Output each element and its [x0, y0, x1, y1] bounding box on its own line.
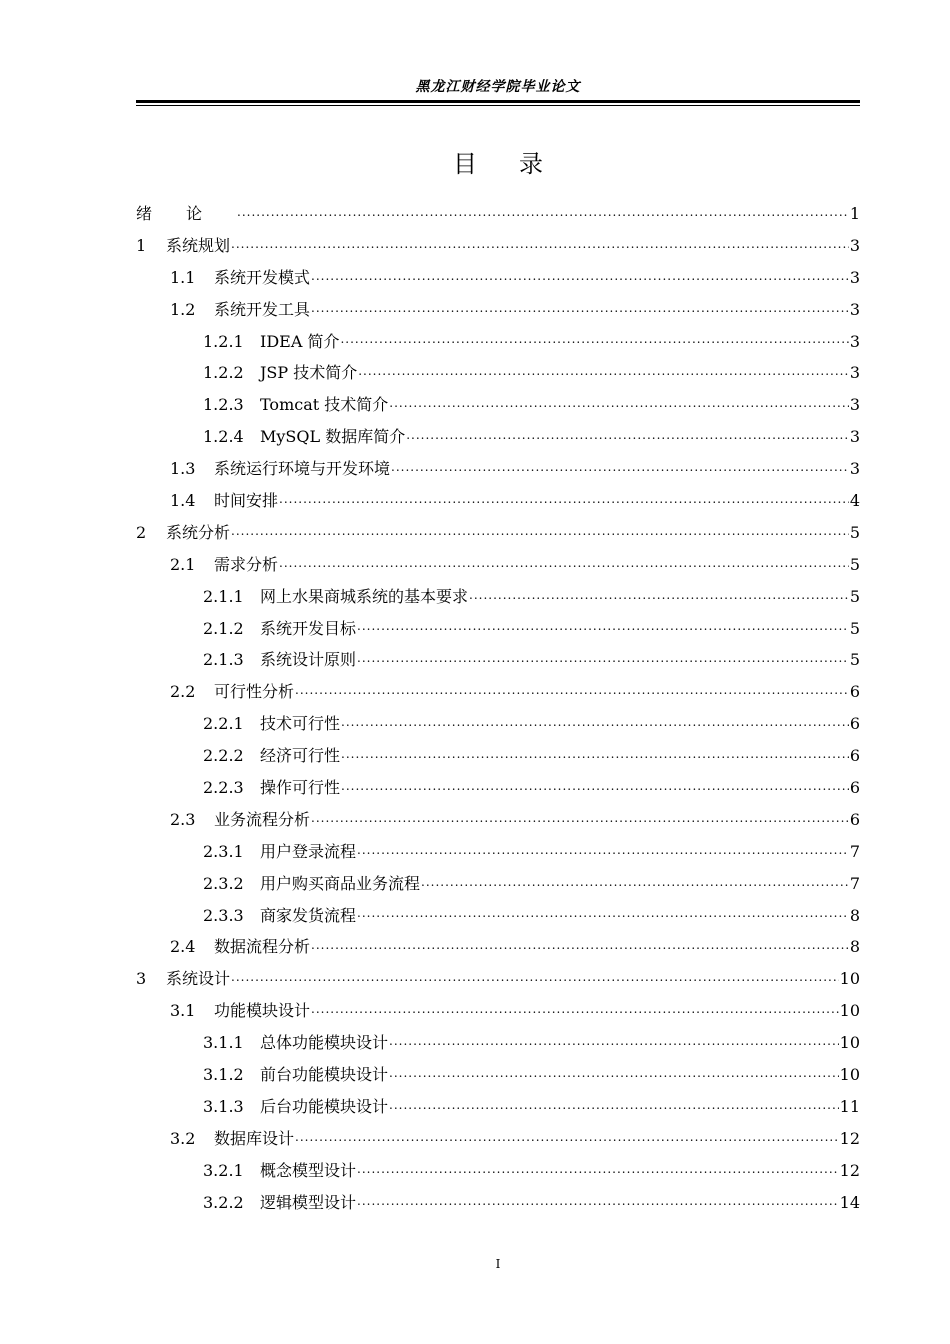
toc-entry[interactable] — [136, 740, 860, 772]
toc-entry-title: 用户登录流程 — [260, 841, 357, 861]
toc-entry[interactable] — [136, 931, 860, 963]
toc-entry[interactable] — [136, 613, 860, 645]
toc-entry-title: 系统运行环境与开发环境 — [214, 459, 391, 479]
toc-entry-page: 6 — [849, 714, 860, 734]
toc-entry-title: 前台功能模块设计 — [260, 1064, 389, 1084]
toc-dot-leader — [237, 203, 849, 221]
toc-entry-number: 2.3.1 — [203, 841, 244, 861]
toc-entry[interactable] — [136, 995, 860, 1027]
toc-entry-page: 11 — [839, 1096, 860, 1116]
toc-entry-number: 3.2 — [170, 1128, 196, 1148]
toc-entry-page: 6 — [849, 809, 860, 829]
toc-dot-leader — [389, 1064, 839, 1082]
toc-dot-leader — [391, 458, 849, 476]
toc-entry-title: 商家发货流程 — [260, 905, 357, 925]
toc-dot-leader — [311, 1000, 839, 1018]
toc-entry-title: 时间安排 — [214, 490, 279, 510]
toc-entry-page: 6 — [849, 682, 860, 702]
toc-entry[interactable] — [136, 1091, 860, 1123]
toc-entry-title: 系统开发目标 — [260, 618, 357, 638]
toc-entry-number: 2.2.3 — [203, 777, 244, 797]
toc-entry-page: 5 — [849, 522, 860, 542]
toc-entry[interactable] — [136, 963, 860, 995]
toc-entry-number: 3.2.1 — [203, 1160, 244, 1180]
toc-dot-leader — [357, 904, 849, 922]
header-rule-thin — [136, 105, 860, 106]
toc-entry-number: 2.2.2 — [203, 746, 244, 766]
toc-entry-page: 8 — [849, 937, 860, 957]
toc-entry-page: 3 — [849, 395, 860, 415]
toc-entry-number: 1.2.4 — [203, 427, 244, 447]
running-header-title: 黑龙江财经学院毕业论文 — [415, 79, 581, 95]
toc-entry[interactable] — [136, 198, 860, 230]
toc-entry[interactable] — [136, 453, 860, 485]
toc-entry-title: 功能模块设计 — [214, 1001, 311, 1021]
toc-entry-number: 2.1.3 — [203, 650, 244, 670]
toc-entry-number: 1.4 — [170, 490, 196, 510]
toc-entry-page: 12 — [839, 1128, 860, 1148]
toc-entry-number: 1.2 — [170, 299, 196, 319]
toc-entry-number: 2.3 — [170, 809, 196, 829]
toc-entry[interactable] — [136, 708, 860, 740]
toc-dot-leader — [279, 554, 849, 572]
toc-entry-number: 2.4 — [170, 937, 196, 957]
toc-entry-page: 3 — [849, 363, 860, 383]
toc-entry-title: 系统开发工具 — [214, 299, 311, 319]
toc-entry-number: 3.1 — [170, 1001, 196, 1021]
toc-heading: 目录 — [453, 150, 585, 178]
toc-entry-number: 1 — [136, 235, 147, 255]
toc-dot-leader — [295, 681, 849, 699]
toc-dot-leader — [295, 1128, 839, 1146]
toc-entry-title: 系统规划 — [166, 235, 231, 255]
toc-entry[interactable] — [136, 549, 860, 581]
toc-entry-page: 12 — [839, 1160, 860, 1180]
toc-entry-page: 10 — [839, 1064, 860, 1084]
toc-entry-title: 网上水果商城系统的基本要求 — [260, 586, 469, 606]
toc-entry-number: 2 — [136, 522, 147, 542]
toc-dot-leader — [389, 394, 849, 412]
toc-entry[interactable] — [136, 1187, 860, 1219]
toc-dot-leader — [406, 426, 849, 444]
toc-entry[interactable] — [136, 1059, 860, 1091]
toc-entry-page: 10 — [839, 1033, 860, 1053]
toc-entry-title: 系统分析 — [166, 522, 231, 542]
toc-entry-page: 3 — [849, 459, 860, 479]
toc-entry[interactable] — [136, 326, 860, 358]
table-of-contents — [136, 198, 860, 1219]
toc-entry-title: 操作可行性 — [260, 777, 341, 797]
toc-entry[interactable] — [136, 517, 860, 549]
toc-entry[interactable] — [136, 421, 860, 453]
toc-entry-title: 总体功能模块设计 — [260, 1033, 389, 1053]
toc-entry-number: 3 — [136, 969, 147, 989]
toc-entry-title: 需求分析 — [214, 554, 279, 574]
toc-entry-number: 1.3 — [170, 459, 196, 479]
toc-entry[interactable] — [136, 262, 860, 294]
toc-entry-title: 系统设计 — [166, 969, 231, 989]
toc-entry-title: 后台功能模块设计 — [260, 1096, 389, 1116]
toc-entry[interactable] — [136, 357, 860, 389]
toc-dot-leader — [279, 490, 849, 508]
toc-dot-leader — [311, 299, 849, 317]
toc-entry[interactable] — [136, 485, 860, 517]
toc-dot-leader — [341, 745, 849, 763]
toc-dot-leader — [389, 1096, 839, 1114]
toc-entry[interactable] — [136, 900, 860, 932]
toc-entry-page: 3 — [849, 267, 860, 287]
toc-entry-number: 1.2.2 — [203, 363, 244, 383]
toc-entry[interactable] — [136, 1123, 860, 1155]
toc-entry-title: 可行性分析 — [214, 682, 295, 702]
toc-entry-title: IDEA 简介 — [260, 331, 340, 351]
toc-entry[interactable] — [136, 676, 860, 708]
toc-entry-number: 2.1.2 — [203, 618, 244, 638]
toc-entry-page: 3 — [849, 331, 860, 351]
toc-entry[interactable] — [136, 772, 860, 804]
toc-entry-page: 7 — [849, 873, 860, 893]
toc-entry[interactable] — [136, 581, 860, 613]
toc-dot-leader — [357, 617, 849, 635]
toc-entry[interactable] — [136, 868, 860, 900]
toc-entry-number: 3.1.1 — [203, 1033, 244, 1053]
toc-entry-page: 6 — [849, 746, 860, 766]
toc-entry-page: 5 — [849, 586, 860, 606]
toc-entry-title: 数据流程分析 — [214, 937, 311, 957]
toc-dot-leader — [357, 841, 849, 859]
toc-entry-number: 2.2 — [170, 682, 196, 702]
toc-entry-title: 逻辑模型设计 — [260, 1192, 357, 1212]
toc-dot-leader — [311, 809, 849, 827]
toc-entry-page: 5 — [849, 650, 860, 670]
toc-dot-leader — [311, 936, 849, 954]
toc-entry[interactable] — [136, 644, 860, 676]
toc-entry-page: 3 — [849, 299, 860, 319]
toc-entry[interactable] — [136, 804, 860, 836]
toc-entry-number: 3.1.2 — [203, 1064, 244, 1084]
toc-dot-leader — [357, 649, 849, 667]
toc-entry-number: 2.3.3 — [203, 905, 244, 925]
toc-entry-number: 1.1 — [170, 267, 196, 287]
toc-dot-leader — [357, 1160, 839, 1178]
toc-entry-number: 2.3.2 — [203, 873, 244, 893]
toc-entry-number: 2.1.1 — [203, 586, 244, 606]
toc-entry-page: 14 — [839, 1192, 860, 1212]
toc-entry-title: 业务流程分析 — [214, 809, 311, 829]
toc-entry-page: 7 — [849, 841, 860, 861]
toc-dot-leader — [341, 777, 849, 795]
toc-dot-leader — [357, 1192, 839, 1210]
toc-entry-number: 1.2.3 — [203, 395, 244, 415]
toc-entry-title: MySQL 数据库简介 — [260, 427, 406, 447]
toc-dot-leader — [231, 968, 839, 986]
toc-dot-leader — [340, 330, 848, 348]
toc-dot-leader — [389, 1032, 839, 1050]
toc-entry-page: 3 — [849, 427, 860, 447]
toc-entry[interactable] — [136, 230, 860, 262]
toc-entry[interactable] — [136, 294, 860, 326]
toc-entry-number: 2.2.1 — [203, 714, 244, 734]
toc-dot-leader — [231, 522, 849, 540]
toc-dot-leader — [358, 362, 849, 380]
toc-entry[interactable] — [136, 1027, 860, 1059]
toc-entry-title: Tomcat 技术简介 — [260, 395, 389, 415]
toc-entry[interactable] — [136, 836, 860, 868]
toc-dot-leader — [311, 267, 849, 285]
toc-entry[interactable] — [136, 1155, 860, 1187]
toc-entry-title: 数据库设计 — [214, 1128, 295, 1148]
toc-dot-leader — [421, 873, 849, 891]
toc-entry-page: 10 — [839, 1001, 860, 1021]
header-rule-thick — [136, 100, 860, 103]
toc-entry-title: 系统开发模式 — [214, 267, 311, 287]
toc-entry-title: 技术可行性 — [260, 714, 341, 734]
toc-entry-page: 10 — [839, 969, 860, 989]
toc-entry-page: 5 — [849, 618, 860, 638]
toc-entry[interactable] — [136, 389, 860, 421]
toc-entry-page: 3 — [849, 235, 860, 255]
toc-entry-title: 系统设计原则 — [260, 650, 357, 670]
toc-entry-title: JSP 技术简介 — [260, 363, 358, 383]
toc-dot-leader — [231, 235, 849, 253]
toc-entry-page: 8 — [849, 905, 860, 925]
toc-entry-number: 2.1 — [170, 554, 196, 574]
footer-page-number: I — [495, 1257, 501, 1271]
toc-entry-title: 用户购买商品业务流程 — [260, 873, 421, 893]
toc-entry-title: 绪论 — [136, 203, 237, 223]
toc-entry-title: 经济可行性 — [260, 746, 341, 766]
toc-entry-page: 6 — [849, 777, 860, 797]
toc-entry-number: 1.2.1 — [203, 331, 244, 351]
toc-entry-title: 概念模型设计 — [260, 1160, 357, 1180]
toc-dot-leader — [469, 586, 849, 604]
toc-entry-page: 5 — [849, 554, 860, 574]
toc-entry-page: 4 — [849, 490, 860, 510]
toc-entry-number: 3.2.2 — [203, 1192, 244, 1212]
toc-entry-page: 1 — [849, 203, 860, 223]
toc-dot-leader — [341, 713, 849, 731]
toc-entry-number: 3.1.3 — [203, 1096, 244, 1116]
